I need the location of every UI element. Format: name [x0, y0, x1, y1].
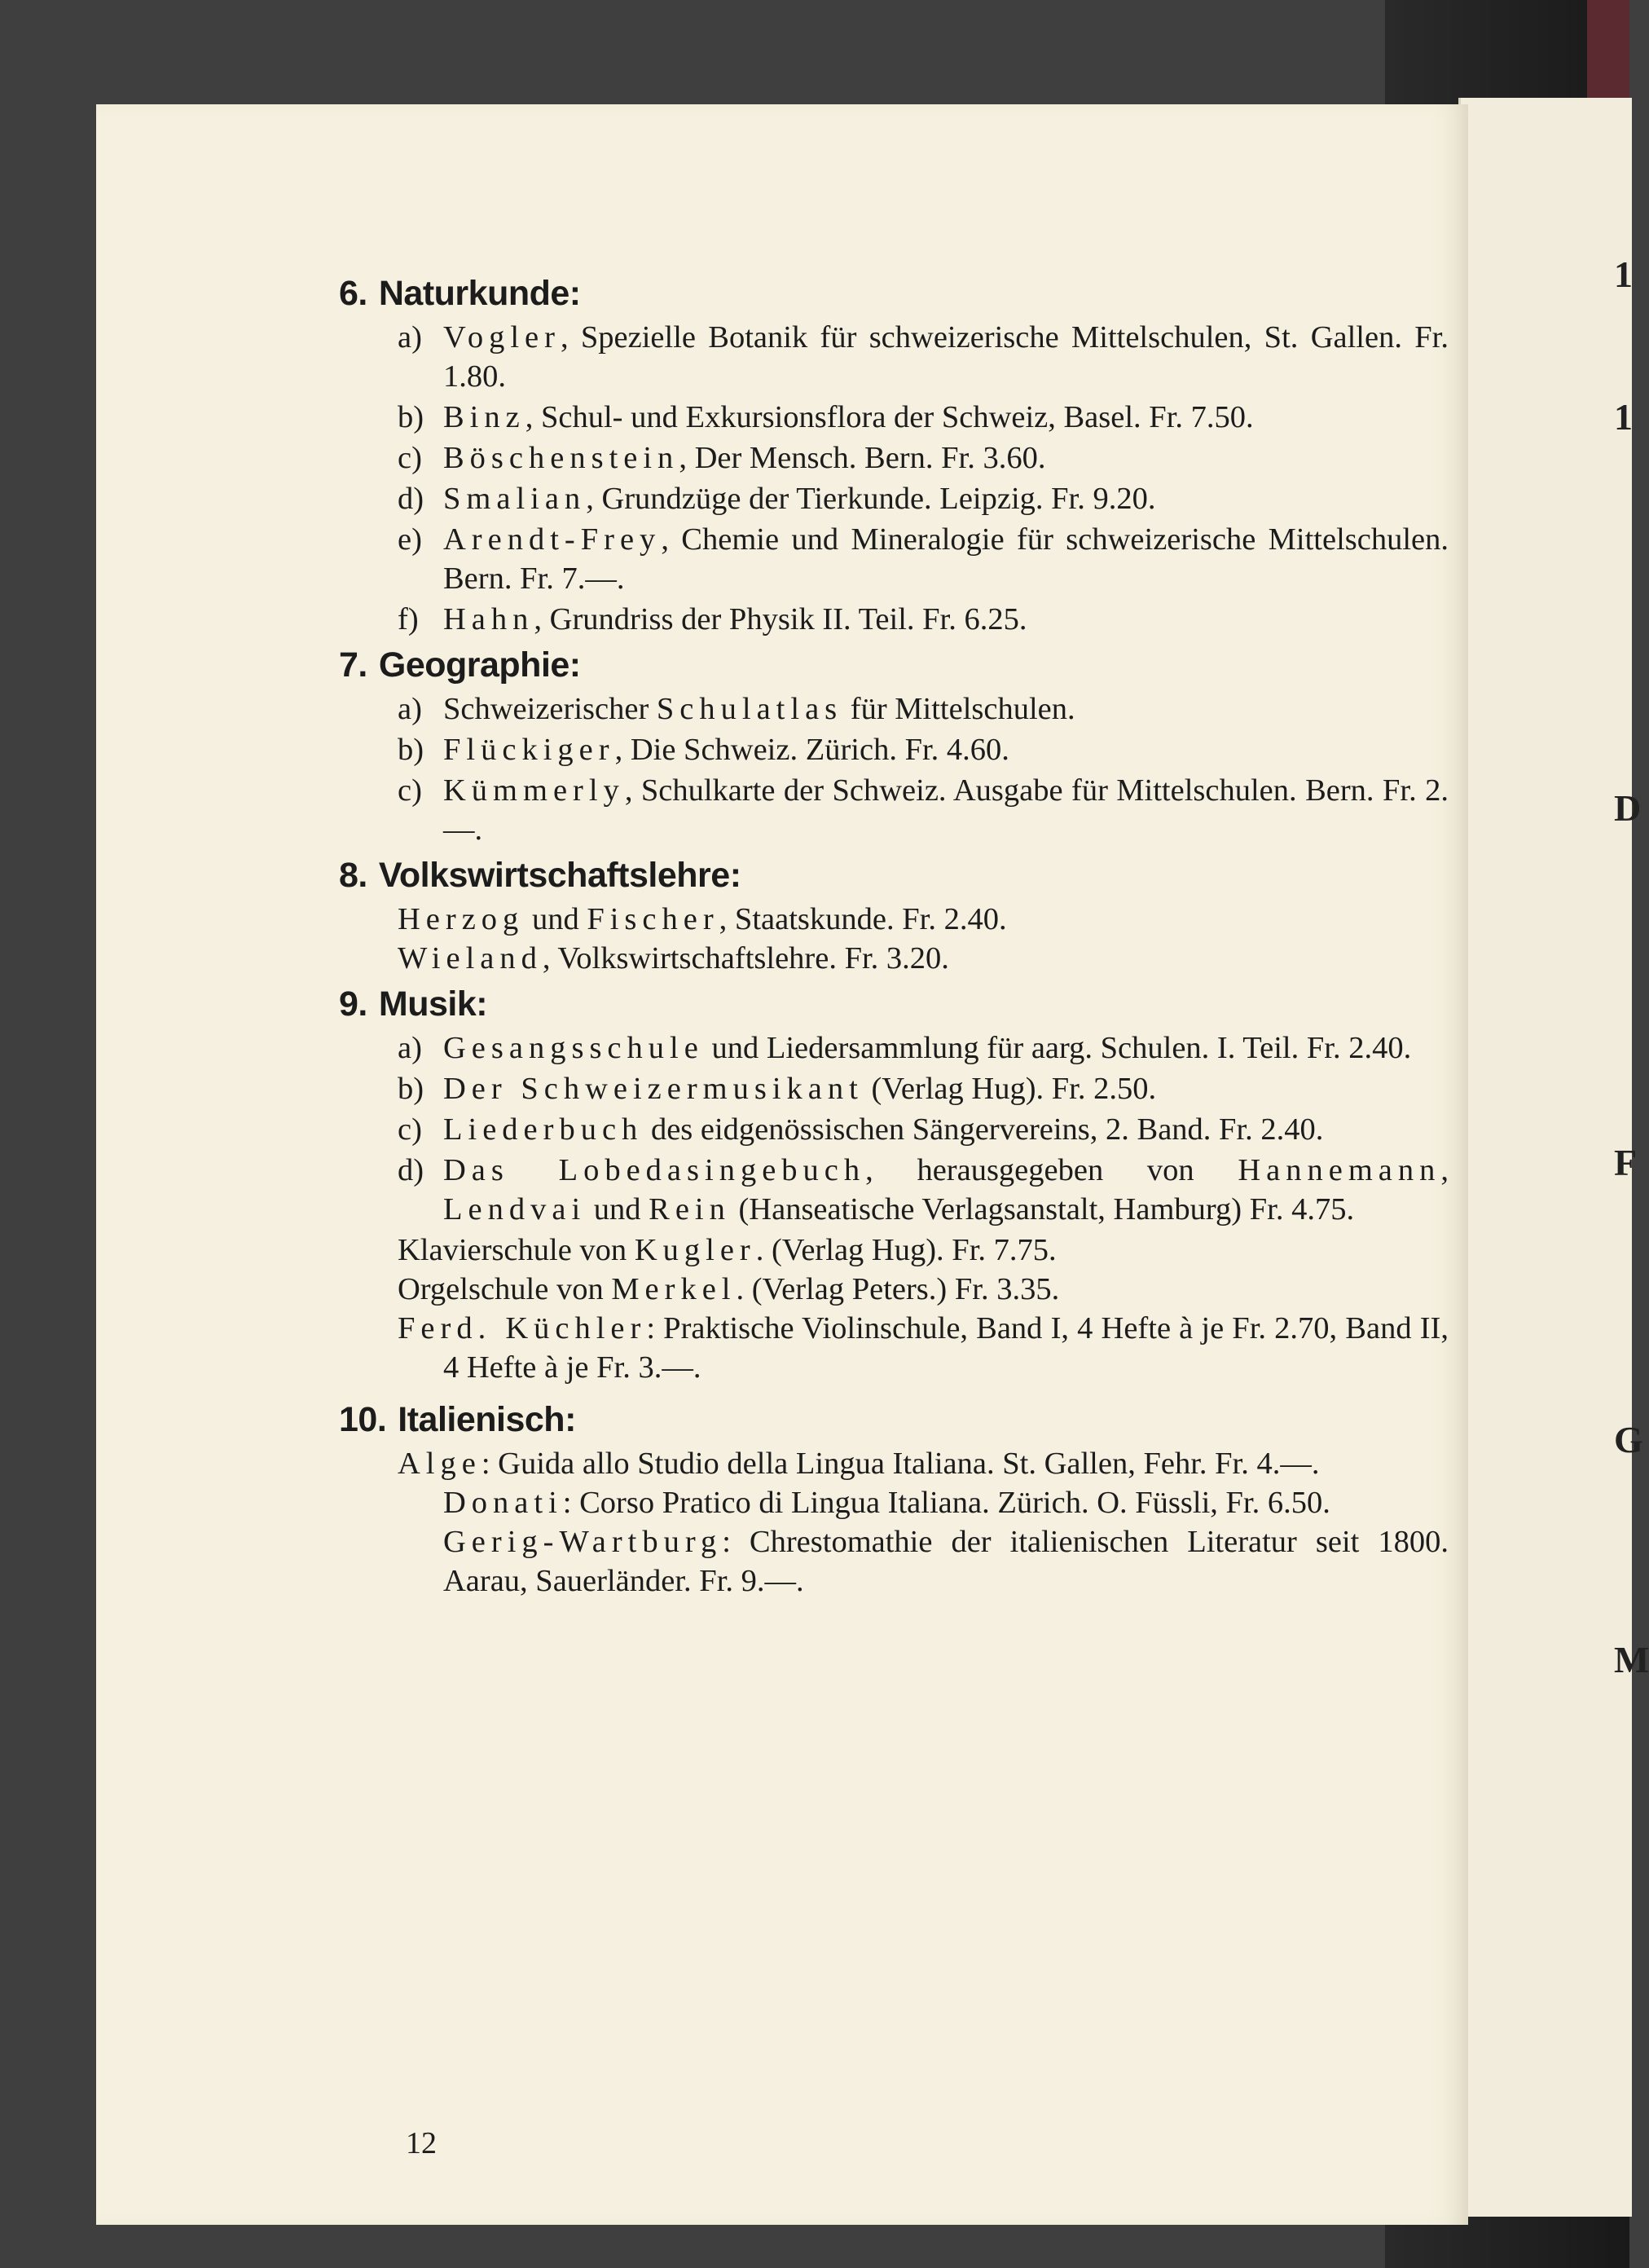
page-content: [339, 267, 1449, 2142]
list-item: d) Das Lobedasingebuch, herausgegeben von Hannemann, Lendvai und Rein (Hanseatische Verlagsanstalt, Hamburg) Fr. 4.75.: [398, 1153, 1449, 1226]
list-item: Alge: Guida allo Studio della Lingua Italiana. St. Gallen, Fehr. Fr. 4.—.: [398, 1447, 1320, 1481]
list-item: a) Vogler, Spezielle Botanik für schweizerische Mittelschulen, St. Gallen. Fr. 1.80.: [398, 320, 1449, 394]
adjacent-fragment: M: [1614, 1639, 1649, 1680]
book-page: [96, 104, 1468, 2225]
list-item: c) Liederbuch des eidgenössischen Sängervereins, 2. Band. Fr. 2.40.: [398, 1112, 1324, 1147]
section-title: 7. Geographie:: [339, 645, 581, 685]
list-item: b) Binz, Schul- und Exkursionsflora der Schweiz, Basel. Fr. 7.50.: [398, 400, 1254, 434]
list-item: c) Böschenstein, Der Mensch. Bern. Fr. 3.60.: [398, 441, 1046, 475]
list-item: Wieland, Volkswirtschaftslehre. Fr. 3.20.: [398, 941, 949, 975]
adjacent-page: [1458, 98, 1649, 2217]
section-italienisch: [339, 1398, 1449, 1601]
adjacent-fragment: D: [1614, 787, 1642, 829]
list-item: Herzog und Fischer, Staatskunde. Fr. 2.40.: [398, 902, 1007, 936]
section-title: 6. Naturkunde:: [339, 274, 581, 313]
adjacent-fragment: F: [1614, 1142, 1638, 1183]
list-item: b) Der Schweizermusikant (Verlag Hug). Fr. 2.50.: [398, 1072, 1157, 1106]
adjacent-fragment: 1: [1614, 396, 1633, 438]
section-title: 8. Volkswirtschaftslehre:: [339, 856, 741, 895]
list-item: a) Gesangsschule und Liedersammlung für aarg. Schulen. I. Teil. Fr. 2.40.: [398, 1031, 1412, 1065]
list-item: Gerig-Wartburg: Chrestomathie der italienischen Literatur seit 1800. Aarau, Sauerländer. Fr. 9.—.: [443, 1525, 1449, 1598]
section-musik: [339, 983, 1449, 1387]
section-title: 10. Italienisch:: [339, 1400, 576, 1439]
page-number: 12: [406, 2126, 437, 2160]
list-item: Klavierschule von Kugler. (Verlag Hug). Fr. 7.75.: [398, 1233, 1057, 1267]
list-item: e) Arendt-Frey, Chemie und Mineralogie für schweizerische Mittelschulen. Bern. Fr. 7.—.: [398, 522, 1449, 596]
list-item: a) Schweizerischer Schulatlas für Mittelschulen.: [398, 692, 1075, 726]
section-geographie: [339, 644, 1449, 849]
list-item: Donati: Corso Pratico di Lingua Italiana. Zürich. O. Füssli, Fr. 6.50.: [443, 1486, 1330, 1520]
adjacent-fragment: G: [1614, 1419, 1643, 1460]
list-item: c) Kümmerly, Schulkarte der Schweiz. Ausgabe für Mittelschulen. Bern. Fr. 2.—.: [398, 773, 1449, 847]
list-item: Orgelschule von Merkel. (Verlag Peters.) Fr. 3.35.: [398, 1272, 1060, 1306]
adjacent-fragment: 1: [1614, 253, 1633, 295]
list-item: d) Smalian, Grundzüge der Tierkunde. Leipzig. Fr. 9.20.: [398, 482, 1156, 516]
list-item: Ferd. Küchler: Praktische Violinschule, Band I, 4 Hefte à je Fr. 2.70, Band II, 4 Hefte à je Fr. 3.—.: [398, 1311, 1449, 1385]
section-volkswirtschaftslehre: [339, 854, 1449, 978]
section-naturkunde: [339, 272, 1449, 639]
list-item: b) Flückiger, Die Schweiz. Zürich. Fr. 4.60.: [398, 733, 1009, 767]
list-item: f) Hahn, Grundriss der Physik II. Teil. Fr. 6.25.: [398, 602, 1027, 636]
section-title: 9. Musik:: [339, 984, 488, 1024]
